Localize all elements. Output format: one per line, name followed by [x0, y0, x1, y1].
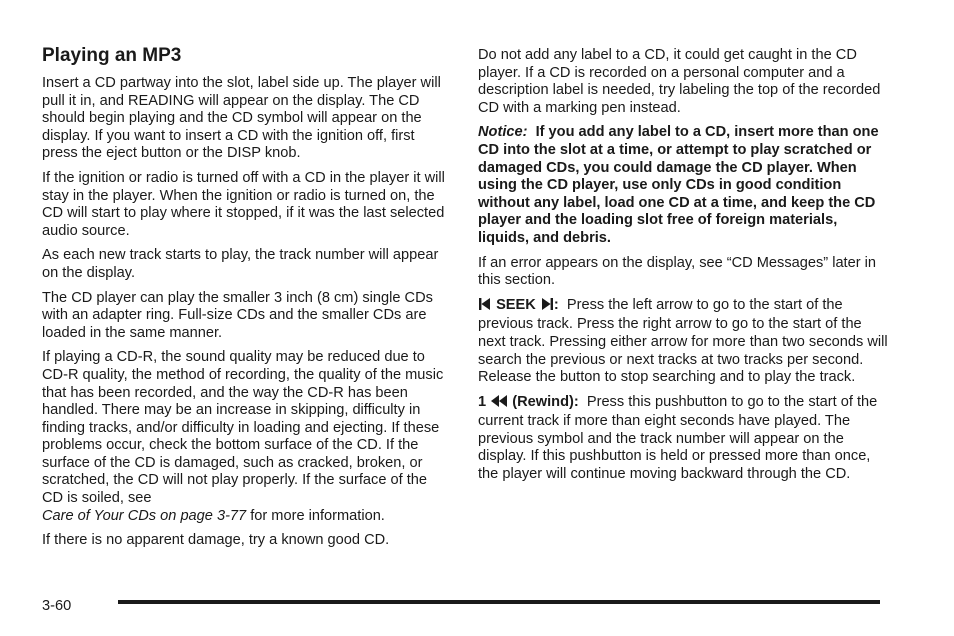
notice-text: If you add any label to a CD, insert more than one CD into the slot at a time, or attempt to play scratched or damaged CDs, you could damage the CD player. When using the CD player, use only CDs in good condition without any label, load one CD at a time, and keep the CD player and the loading slot free of foreign materials, liquids, and debris.	[478, 124, 879, 246]
rewind-label: (Rewind):	[512, 393, 579, 410]
paragraph-error: If an error appears on the display, see “CD Messages” later in this section.	[478, 254, 876, 289]
paragraph-rewind	[478, 394, 888, 484]
paragraph-small-cds: The CD player can play the smaller 3 inch (8 cm) single CDs with an adapter ring. Full-size CDs and the smaller CDs are loaded in the same manner.	[42, 289, 433, 341]
footer-rule	[118, 600, 880, 604]
cd-r-text: If playing a CD-R, the sound quality may be reduced due to CD-R quality, the method of recording, the quality of the music that has been recorded, and the way the CD-R has been handled. There may be an increase in skipping, difficulty in finding tracks, and/or difficulty in loading and ejecting. If these problems occur, check the bottom surface of the CD. If the surface of the CD is damaged, such as cracked, broken, or scratched, the CD will not play properly. If the surface of the CD is soiled, see	[42, 349, 444, 507]
care-of-cds-link[interactable]: Care of Your CDs on page 3-77	[42, 507, 247, 524]
paragraph-ignition-off: If the ignition or radio is turned off with a CD in the player it will stay in the player. When the ignition or radio is turned on, the CD will start to play where it stopped, if it was the last selected audio source.	[42, 169, 445, 239]
paragraph-track-number: As each new track starts to play, the track number will appear on the display.	[42, 247, 439, 281]
seek-colon: :	[553, 296, 559, 313]
notice-block	[478, 124, 888, 247]
paragraph-seek	[478, 297, 888, 387]
page-number: 3-60	[42, 598, 72, 614]
cd-r-tail: for more information.	[246, 507, 385, 524]
notice-label: Notice:	[478, 124, 528, 141]
rewind-number: 1	[478, 393, 487, 410]
rewind-text: Press this pushbutton to go to the start of the current track if more than eight seconds have played. The previous symbol and the track number will appear on the display. If this pushbutton is held or pressed more than once, the player will continue moving backward through the CD.	[478, 393, 878, 483]
seek-label: SEEK	[496, 296, 536, 313]
section-heading: Playing an MP3	[42, 45, 182, 66]
paragraph-try-good-cd: If there is no apparent damage, try a known good CD.	[42, 532, 390, 549]
paragraph-cd-r	[42, 349, 452, 525]
rewind-icon	[490, 394, 508, 414]
seek-next-icon	[540, 297, 554, 317]
right-column	[478, 47, 888, 491]
left-column	[42, 44, 452, 557]
seek-previous-icon	[478, 297, 492, 317]
seek-text: Press the left arrow to go to the start of the previous track. Press the right arrow to go to the start of the next track. Pressing either arrow for more than two seconds will search the previous or next tracks at two tracks per second. Release the button to stop searching and to play the track.	[478, 296, 888, 386]
paragraph-no-label: Do not add any label to a CD, it could get caught in the CD player. If a CD is recorded on a personal computer and a description label is needed, try labeling the top of the recorded CD with a marking pen instead.	[478, 47, 881, 116]
paragraph-insert-cd: Insert a CD partway into the slot, label side up. The player will pull it in, and READING will appear on the display. The CD should begin playing and the CD symbol will appear on the display. If you want to insert a CD with the ignition off, first press the eject button or the DISP knob.	[42, 75, 441, 162]
